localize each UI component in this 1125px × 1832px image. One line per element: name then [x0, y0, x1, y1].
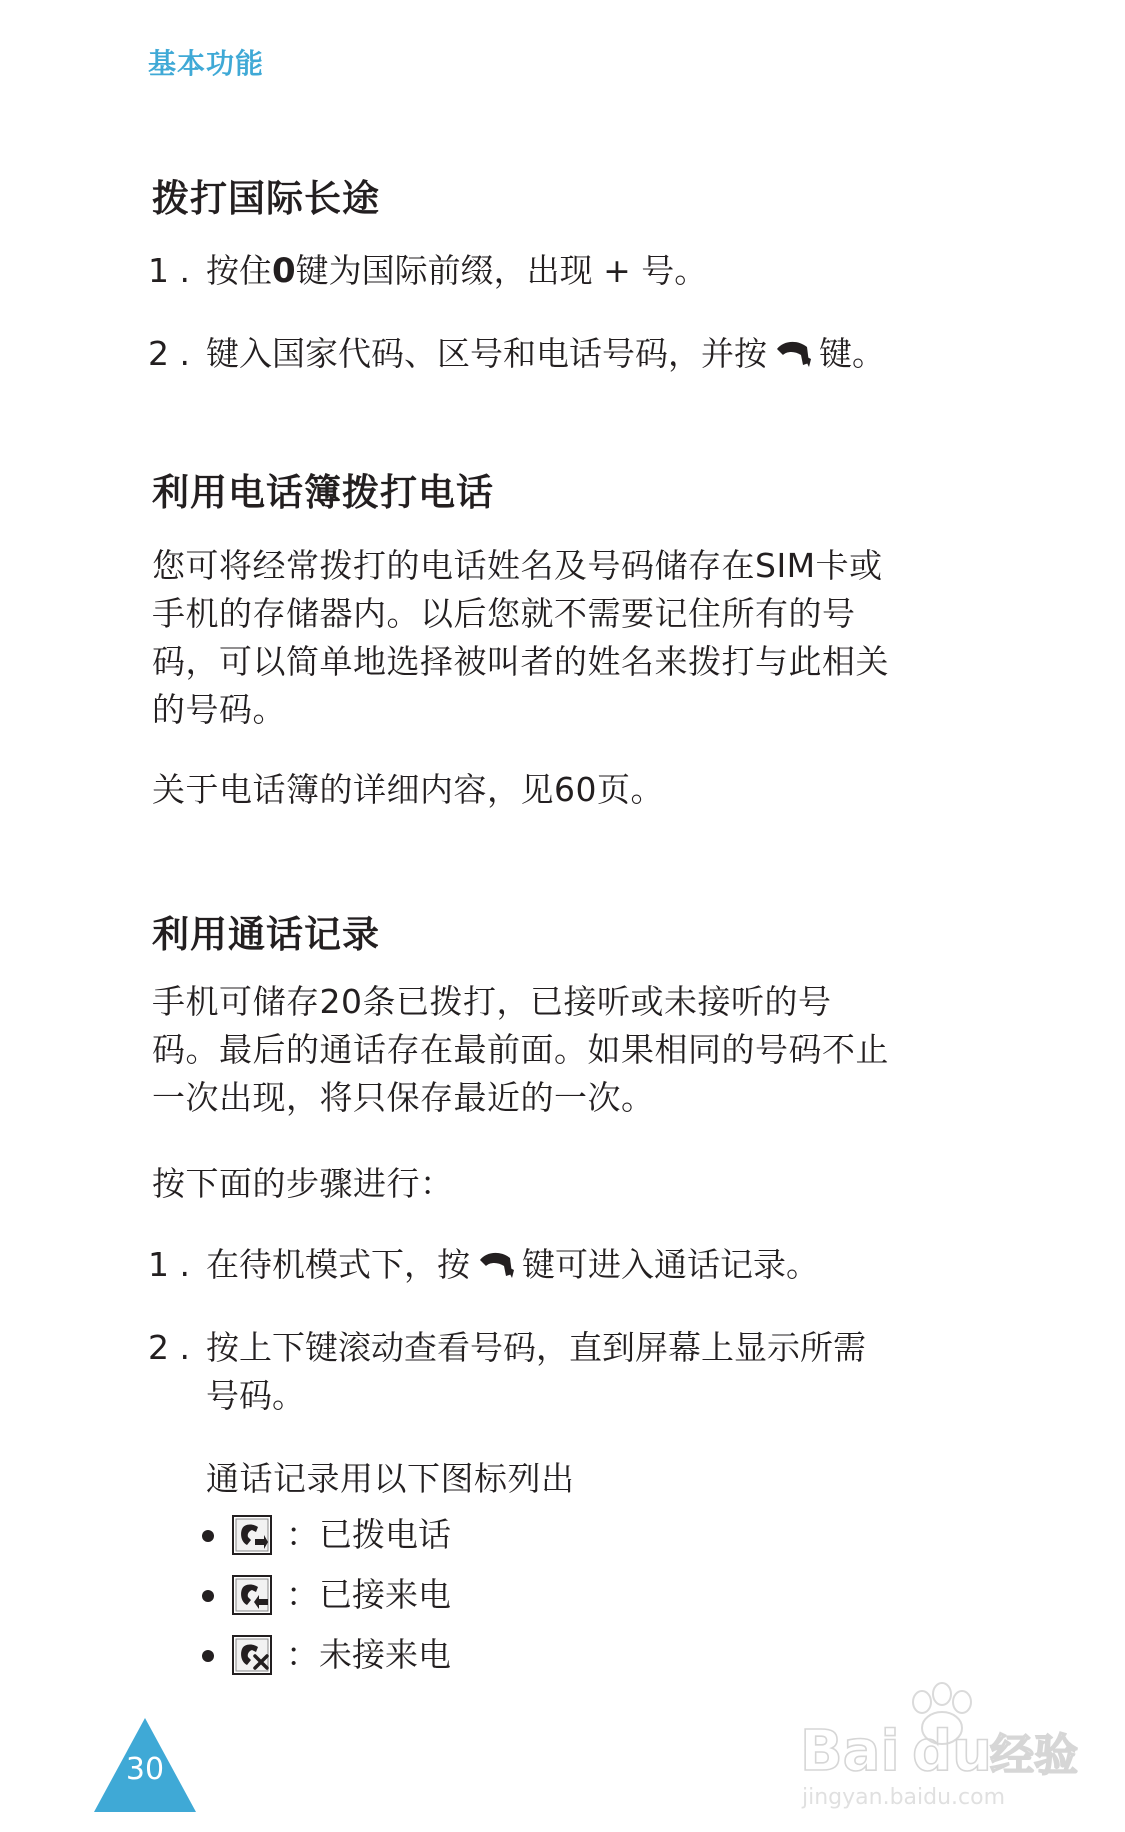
section-heading-phonebook: 利用电话簿拨打电话: [152, 471, 494, 514]
bullet: [202, 1530, 214, 1542]
bullet: [202, 1590, 214, 1602]
step-text: 在待机模式下，按 键可进入通话记录。: [206, 1245, 819, 1284]
bullet: [202, 1650, 214, 1662]
icon-list-label: ：已接来电: [286, 1575, 451, 1614]
icon-list-label: ：未接来电: [286, 1635, 451, 1674]
watermark-brand: Bai: [800, 1719, 900, 1784]
step-text: 键入国家代码、区号和电话号码，并按 键。: [206, 334, 885, 373]
icon-list-intro: 通话记录用以下图标列出: [206, 1459, 575, 1498]
watermark-url: jingyan.baidu.com: [802, 1785, 1006, 1810]
watermark-brand-2: du: [912, 1719, 992, 1784]
step-text: 按上下键滚动查看号码，直到屏幕上显示所需号码。: [206, 1328, 866, 1415]
step-number: 2 .: [148, 334, 190, 373]
step-text: 按住0键为国际前缀，出现 + 号。: [206, 251, 708, 291]
phone-send-icon: [773, 337, 813, 369]
section-heading-call-log: 利用通话记录: [152, 913, 380, 956]
step-number: 1 .: [148, 1245, 190, 1284]
icon-list-label: ：已拨电话: [286, 1515, 451, 1554]
phone-send-icon: [476, 1248, 516, 1280]
running-header: 基本功能: [148, 47, 265, 80]
step-number: 2 .: [148, 1328, 190, 1367]
step-2-call-log: [148, 1324, 928, 1420]
page-number: 30: [125, 1752, 165, 1787]
key-zero: 0: [272, 251, 296, 291]
baidu-jingyan-watermark: [800, 1672, 1080, 1812]
phonebook-reference: 关于电话簿的详细内容，见60页。: [152, 770, 664, 809]
dialed-call-icon: [232, 1515, 272, 1555]
section-heading-international-call: 拨打国际长途: [152, 177, 380, 220]
missed-call-icon: [232, 1635, 272, 1675]
step-number: 1 .: [148, 251, 190, 290]
call-log-paragraph: 手机可储存20条已拨打，已接听或未接听的号码。最后的通话存在最前面。如果相同的号码不止一次出现，将只保存最近的一次。: [152, 982, 889, 1117]
phonebook-paragraph: 您可将经常拨打的电话姓名及号码储存在SIM卡或手机的存储器内。以后您就不需要记住所有的号码，可以简单地选择被叫者的姓名来拨打与此相关的号码。: [152, 546, 889, 729]
call-log-steps-intro: 按下面的步骤进行：: [152, 1164, 454, 1203]
received-call-icon: [232, 1575, 272, 1615]
watermark-brand-cn: 经验: [990, 1730, 1078, 1781]
